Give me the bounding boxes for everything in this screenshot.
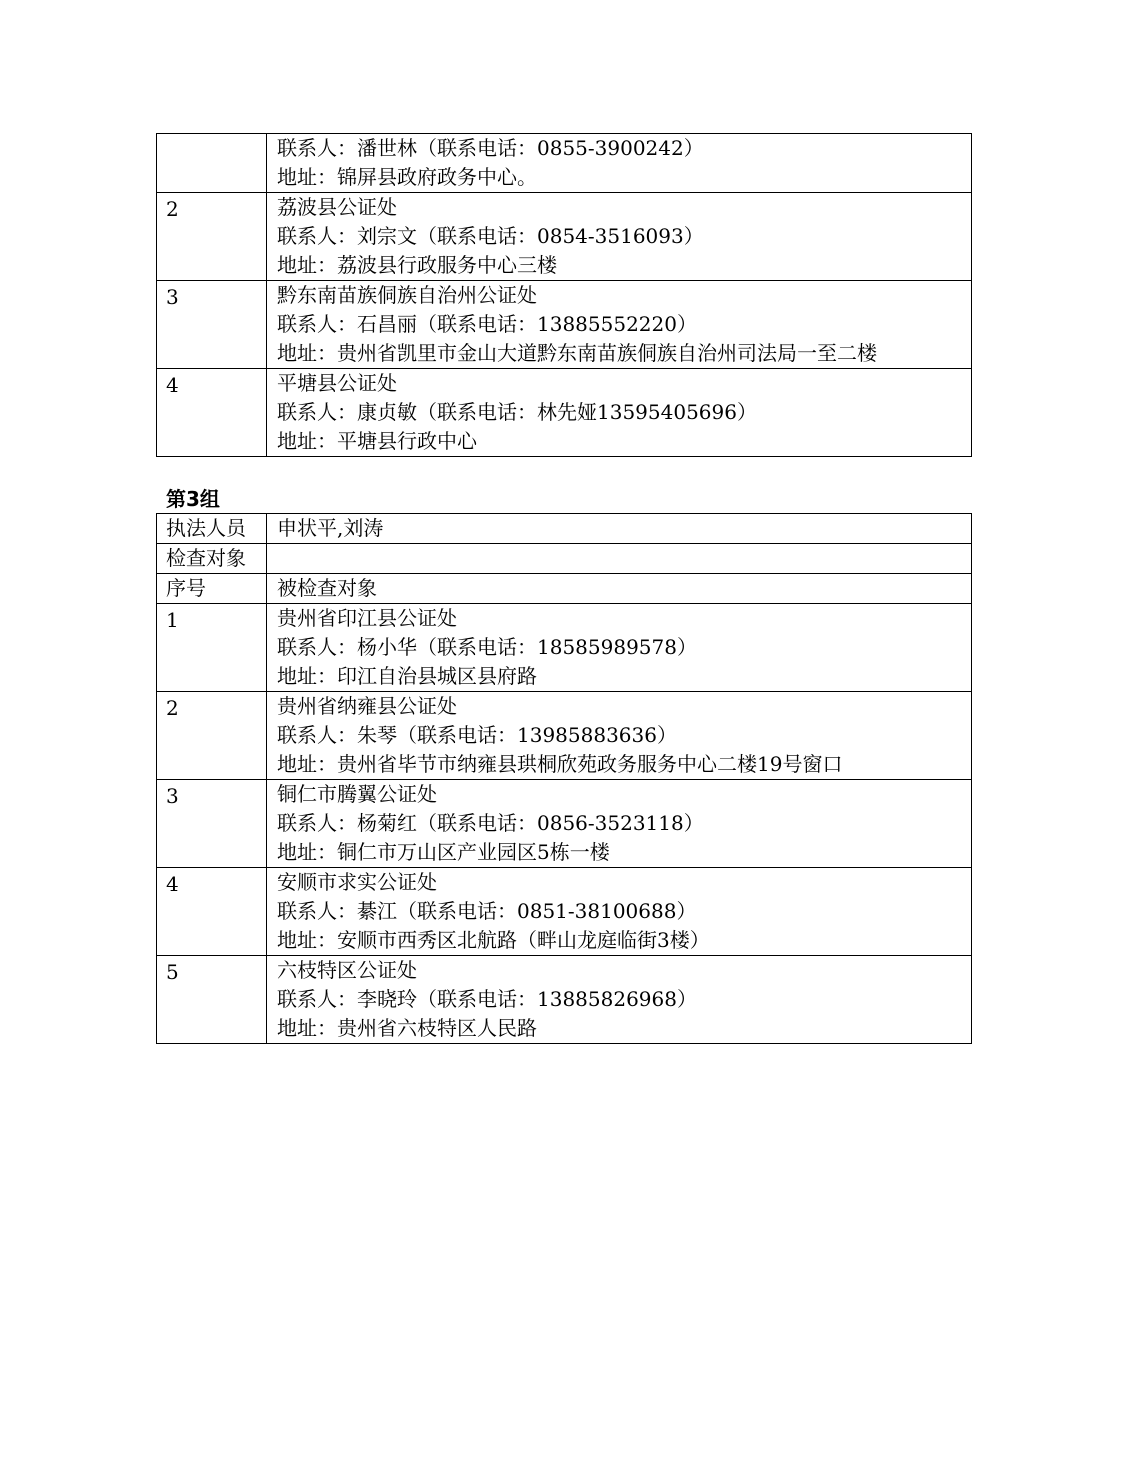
row-number: 3 [157, 780, 267, 868]
office-name-line: 贵州省印江县公证处 [277, 606, 457, 630]
table-row [157, 193, 972, 281]
table-row [157, 369, 972, 457]
address-line: 地址：印江自治县城区县府路 [277, 664, 537, 688]
address-line: 地址：贵州省凯里市金山大道黔东南苗族侗族自治州司法局一至二楼 [277, 341, 877, 365]
table-row [157, 604, 972, 692]
table-row [157, 868, 972, 956]
office-name-line: 黔东南苗族侗族自治州公证处 [277, 283, 537, 307]
address-line: 地址：贵州省毕节市纳雍县珙桐欣苑政务服务中心二楼19号窗口 [277, 752, 843, 776]
seq-label: 序号 [157, 574, 267, 604]
table-row [157, 514, 972, 544]
office-name-line: 六枝特区公证处 [277, 958, 417, 982]
enforcement-label: 执法人员 [157, 514, 267, 544]
contact-line: 联系人：綦江（联系电话：0851-38100688） [277, 899, 697, 923]
row-number: 2 [157, 193, 267, 281]
table-row [157, 281, 972, 369]
row-content [267, 193, 972, 281]
table-row [157, 956, 972, 1044]
row-number: 2 [157, 692, 267, 780]
contact-line: 联系人：李晓玲（联系电话：13885826968） [277, 987, 697, 1011]
office-name-line: 贵州省纳雍县公证处 [277, 694, 457, 718]
row-content [267, 281, 972, 369]
row-content [267, 134, 972, 193]
row-number: 5 [157, 956, 267, 1044]
contact-line: 联系人：朱琴（联系电话：13985883636） [277, 723, 677, 747]
address-line: 地址：安顺市西秀区北航路（畔山龙庭临街3楼） [277, 928, 710, 952]
contact-line: 联系人：杨小华（联系电话：18585989578） [277, 635, 697, 659]
row-number: 1 [157, 604, 267, 692]
row-content [267, 956, 972, 1044]
seq-header: 被检查对象 [267, 574, 972, 604]
group3-table [156, 513, 972, 1044]
table-row [157, 574, 972, 604]
row-number: 4 [157, 369, 267, 457]
contact-line: 联系人：杨菊红（联系电话：0856-3523118） [277, 811, 704, 835]
row-content [267, 868, 972, 956]
address-line: 地址：铜仁市万山区产业园区5栋一楼 [277, 840, 610, 864]
row-number: 3 [157, 281, 267, 369]
address-line: 地址：平塘县行政中心 [277, 429, 477, 453]
office-name-line: 平塘县公证处 [277, 371, 397, 395]
contact-line: 联系人：康贞敏（联系电话：林先娅13595405696） [277, 400, 757, 424]
address-line: 地址：贵州省六枝特区人民路 [277, 1016, 537, 1040]
table-row [157, 544, 972, 574]
enforcement-value: 申状平,刘涛 [267, 514, 972, 544]
row-number [157, 134, 267, 193]
contact-line: 联系人：刘宗文（联系电话：0854-3516093） [277, 224, 704, 248]
office-name-line: 铜仁市腾翼公证处 [277, 782, 437, 806]
office-name-line: 安顺市求实公证处 [277, 870, 437, 894]
row-content [267, 780, 972, 868]
contact-line: 联系人：石昌丽（联系电话：13885552220） [277, 312, 697, 336]
table-row [157, 692, 972, 780]
group2-continued-table [156, 133, 972, 457]
address-line: 地址：荔波县行政服务中心三楼 [277, 253, 557, 277]
office-name-line: 荔波县公证处 [277, 195, 397, 219]
group3-title: 第3组 [166, 487, 220, 511]
row-content [267, 692, 972, 780]
row-content [267, 369, 972, 457]
object-value [267, 544, 972, 574]
table-row [157, 134, 972, 193]
table-row [157, 780, 972, 868]
row-content [267, 604, 972, 692]
object-label: 检查对象 [157, 544, 267, 574]
row-number: 4 [157, 868, 267, 956]
address-line: 地址：锦屏县政府政务中心。 [277, 165, 537, 189]
contact-line: 联系人：潘世林（联系电话：0855-3900242） [277, 136, 704, 160]
